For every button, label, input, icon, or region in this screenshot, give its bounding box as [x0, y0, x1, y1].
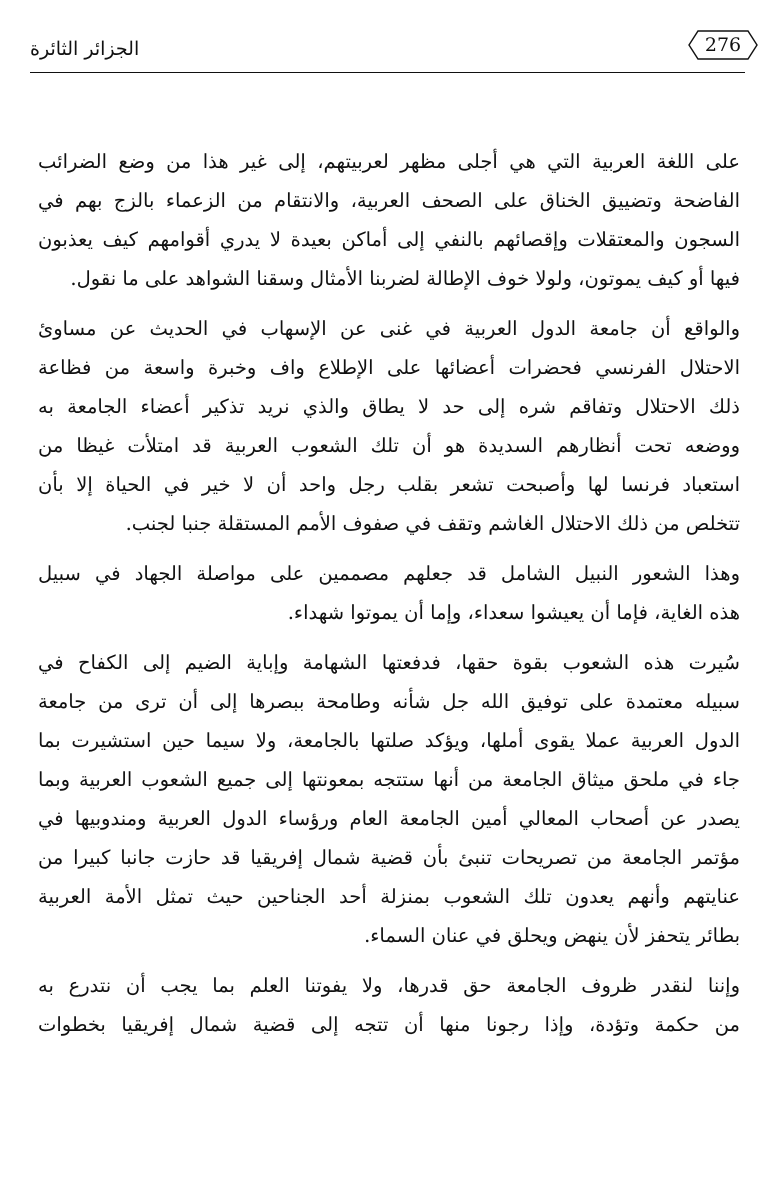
text-line: استعباد فرنسا لها وأصبحت تشعر بقلب رجل واحد أن لا خير في الحياة إلا بأن: [38, 473, 740, 496]
header-divider: [30, 72, 745, 73]
text-line: الفاضحة وتضييق الخناق على الصحف العربية، والانتقام من الزعماء بالزج بهم في: [38, 189, 740, 212]
text-line: وإننا لنقدر ظروف الجامعة حق قدرها، ولا يفوتنا العلم بما يجب أن نتدرع به: [38, 974, 740, 997]
paragraph: [38, 142, 740, 298]
page-header: [30, 22, 745, 82]
page-number-frame: [688, 30, 758, 60]
text-line: والواقع أن جامعة الدول العربية في غنى عن الإسهاب في الحديث عن مساوئ: [38, 317, 740, 340]
text-line: يصدر عن أصحاب المعالي أمين الجامعة العام ورؤساء الدول العربية ومندوبيها في: [38, 807, 740, 830]
text-line: ذلك الاحتلال وتفاقم شره إلى حد لا يطاق والذي نريد تذكير أعضاء الجامعة به: [38, 395, 740, 418]
text-line: على اللغة العربية التي هي أجلى مظهر لعربيتهم، إلى غير هذا من وضع الضرائب: [38, 150, 740, 173]
text-line: السجون والمعتقلات وإقصائهم بالنفي إلى أماكن بعيدة لا يدري أقوامهم كيف يعذبون: [38, 228, 740, 251]
body-text: [38, 142, 740, 1044]
text-line: مؤتمر الجامعة من تصريحات تنبئ بأن قضية شمال إفريقيا قد حازت جانبا كبيرا من: [38, 846, 740, 869]
text-line: بطائر يتحفز لأن ينهض ويحلق في عنان السماء.: [364, 924, 740, 947]
paragraph: [38, 643, 740, 955]
text-line: وهذا الشعور النبيل الشامل قد جعلهم مصممين على مواصلة الجهاد في سبيل: [38, 562, 740, 585]
text-line: سُيرت هذه الشعوب بقوة حقها، فدفعتها الشهامة وإباية الضيم إلى الكفاح في: [38, 651, 740, 674]
text-line: عنايتهم وأنهم يعدون تلك الشعوب بمنزلة أحد الجناحين حيث تمثل الأمة العربية: [38, 885, 740, 908]
paragraph: [38, 966, 740, 1044]
running-title: الجزائر الثائرة: [30, 38, 140, 60]
text-line: هذه الغاية، فإما أن يعيشوا سعداء، وإما أن يموتوا شهداء.: [287, 601, 740, 624]
text-line: الدول العربية عملا يقوى أملها، ويؤكد صلتها بالجامعة، ولا سيما حين استشيرت بما: [38, 729, 740, 752]
text-line: من حكمة وتؤدة، وإذا رجونا منها أن تتجه إلى قضية شمال إفريقيا بخطوات: [38, 1013, 740, 1036]
text-line: الاحتلال الفرنسي فحضرات أعضائها على الإطلاع واف وخبرة واسعة من فظاعة: [38, 356, 740, 379]
paragraph: [38, 309, 740, 543]
text-line: جاء في ملحق ميثاق الجامعة من أنها ستتجه بمعونتها إلى جميع الشعوب العربية وبما: [38, 768, 740, 791]
text-line: فيها أو كيف يموتون، ولولا خوف الإطالة لضربنا الأمثال وسقنا الشواهد على ما نقول.: [70, 267, 740, 290]
text-line: سبيله معتمدة على توفيق الله جل شأنه وطامحة ببصرها إلى أن ترى من جامعة: [38, 690, 740, 713]
text-line: ووضعه تحت أنظارهم السديدة هو أن تلك الشعوب العربية قد امتلأت غيظا من: [38, 434, 740, 457]
paragraph: [38, 554, 740, 632]
page-number: 276: [704, 34, 742, 56]
text-line: تتخلص من ذلك الاحتلال الغاشم وتقف في صفوف الأمم المستقلة جنبا لجنب.: [125, 512, 740, 535]
